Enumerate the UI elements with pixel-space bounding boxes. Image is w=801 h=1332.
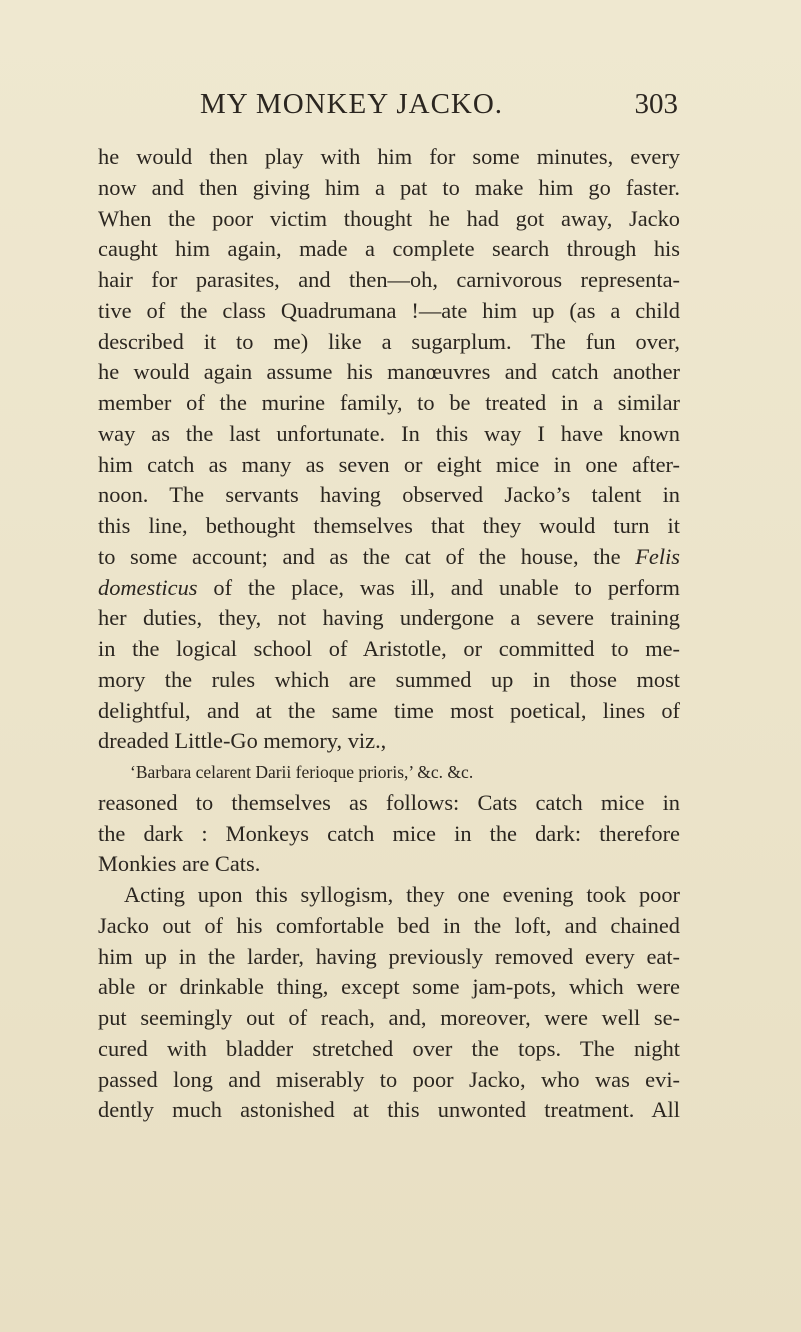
text-line: tive of the class Quadrumana !—ate him up (as a child (98, 297, 680, 323)
text-line: dently much astonished at this unwonted treatment. All (98, 1097, 680, 1123)
text-line: way as the last unfortunate. In this way I have known (98, 420, 680, 446)
text-line: the dark : Monkeys catch mice in the dark: therefore (98, 820, 680, 846)
text-segment: of the place, was ill, and unable to perform (213, 574, 680, 600)
text-line: described it to me) like a sugarplum. The fun over, (98, 328, 680, 354)
text-line: put seemingly out of reach, and, moreover, were well se- (98, 1005, 680, 1030)
text-line: now and then giving him a pat to make him go faster. (98, 174, 680, 200)
text-line: in the logical school of Aristotle, or committed to me- (98, 636, 680, 661)
text-line: him catch as many as seven or eight mice in one after- (98, 451, 680, 477)
text-line: member of the murine family, to be treated in a similar (98, 390, 680, 415)
text-line: dreaded Little-Go memory, viz., (98, 728, 387, 754)
text-line: delightful, and at the same time most poetical, lines of (98, 697, 680, 723)
text-line: he would again assume his manœuvres and catch another (98, 359, 680, 385)
italic-domesticus: domesticus (98, 574, 198, 600)
text-line: he would then play with him for some minutes, every (98, 144, 680, 169)
text-line: mory the rules which are summed up in those most (98, 666, 680, 692)
running-head (200, 84, 678, 124)
text-line: passed long and miserably to poor Jacko, who was evi- (98, 1066, 680, 1092)
text-segment: to some account; and as the cat of the house, the (98, 543, 621, 569)
running-title: MY MONKEY JACKO. (200, 88, 504, 120)
text-line: cured with bladder stretched over the tops. The night (98, 1035, 680, 1061)
body-text (98, 142, 680, 1126)
latin-quotation: ‘Barbara celarent Darii ferioque prioris,’ &c. &c. (130, 762, 474, 782)
text-line: Jacko out of his comfortable bed in the loft, and chained (98, 912, 680, 938)
text-line: Monkies are Cats. (98, 851, 261, 877)
text-line: hair for parasites, and then—oh, carnivorous representa- (98, 267, 680, 292)
paragraph-start-line: Acting upon this syllogism, they one evening took poor (124, 882, 680, 907)
text-line: caught him again, made a complete search through his (98, 236, 680, 262)
text-line: noon. The servants having observed Jacko’s talent in (98, 482, 680, 508)
text-line: her duties, they, not having undergone a severe training (98, 605, 680, 631)
page-number: 303 (634, 88, 678, 120)
text-line: reasoned to themselves as follows: Cats catch mice in (98, 789, 680, 815)
text-line: able or drinkable thing, except some jam-pots, which were (98, 974, 680, 1000)
text-line-with-italic (98, 573, 680, 604)
italic-felis: Felis (635, 543, 680, 569)
text-line: him up in the larder, having previously removed every eat- (98, 943, 680, 969)
text-line: When the poor victim thought he had got away, Jacko (98, 205, 680, 231)
text-line: this line, bethought themselves that they would turn it (98, 513, 680, 538)
text-line-with-italic (98, 542, 680, 573)
